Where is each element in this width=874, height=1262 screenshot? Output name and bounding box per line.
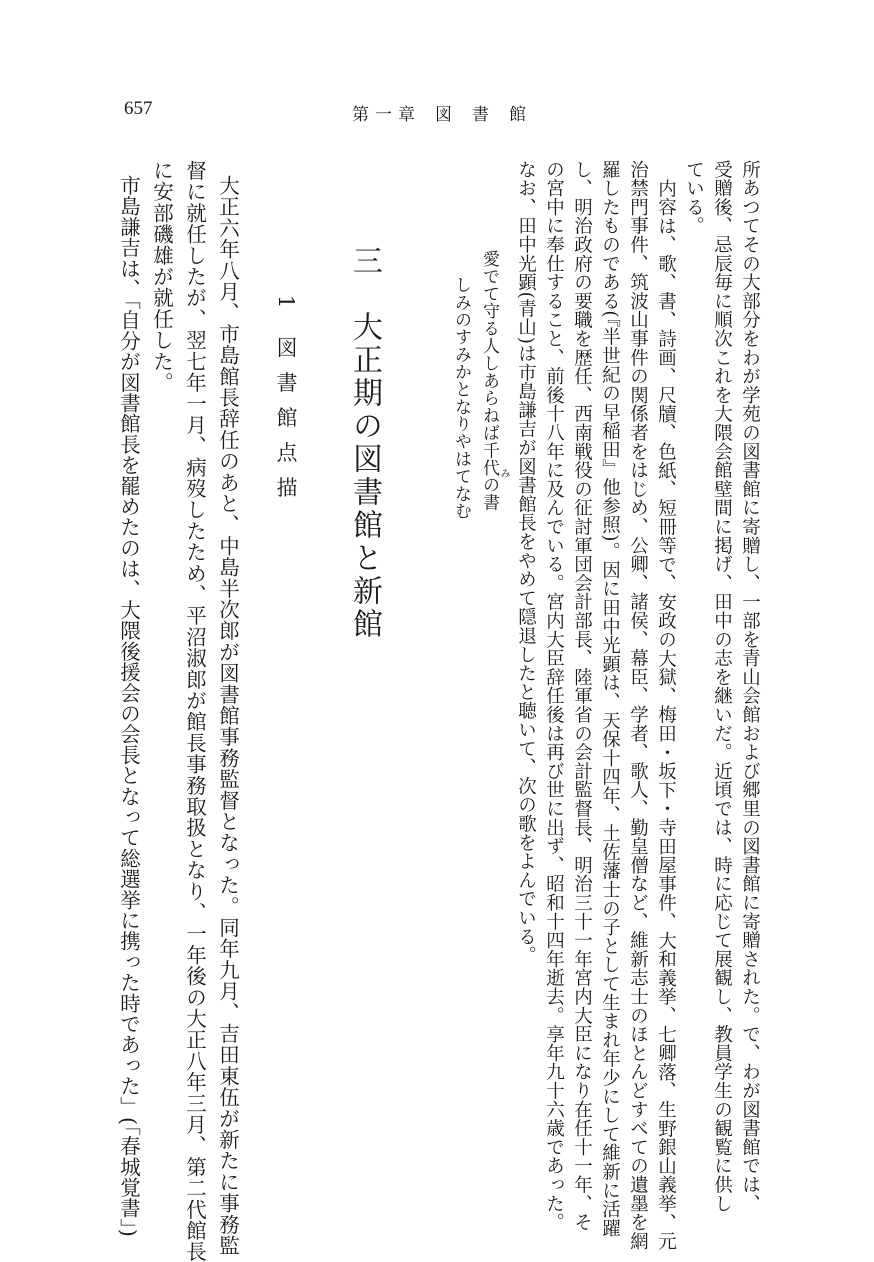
- note-line-6: 羅したものである(『半世紀の早稲田』他参照)。因に田中光顕は、天保十四年、土佐藩士の子として生まれ年少にして維新に活躍: [599, 160, 621, 1238]
- body-line-3: に安部磯雄が就任した。: [149, 160, 174, 394]
- sub-heading-title: 図書館点描: [274, 336, 298, 512]
- sub-heading-number: 1: [274, 295, 298, 309]
- section-heading: 三 大正期の図書館と新館: [347, 245, 382, 641]
- running-head-title-c: 館: [509, 105, 532, 125]
- body-line-1: 大正六年八月、市島館長辞任のあと、中島半次郎が図書館事務監督となった。同年九月、吉田東伍が新たに事務監: [215, 175, 240, 1257]
- body-line-4: 市島謙吉は、「自分が図書館長を罷めたのは、大隈後援会の会長となって総選挙に携った時であった」(「春城覚書」): [116, 175, 141, 1238]
- note-line-4: 内容は、歌、書、詩画、尺牘、色紙、短冊等で、安政の大獄、梅田・坂下・寺田屋事件、大和義挙、七卿落、生野銀山義挙、元: [655, 179, 677, 1251]
- note-line-2: 受贈後、忌辰毎に順次これを大隈会館壁間に掲げ、田中の志を継いだ。近頃では、時に応じて展観し、教員学生の観覧に供し: [711, 160, 733, 1213]
- poem-line-1: 愛でて守る人しあらねば千代の書: [479, 250, 499, 511]
- running-head-title-b: 書: [472, 105, 495, 125]
- running-head: [352, 100, 532, 125]
- note-line-3: ている。: [683, 160, 705, 236]
- running-head-chapter: 第一章: [352, 105, 421, 125]
- note-line-1: 所あつてその大部分をわが学苑の図書館に寄贈し、一部を青山会館および郷里の図書館に寄贈された。で、わが図書館では、: [739, 160, 761, 1213]
- note-line-9: なお、田中光顕(青山)は市島謙吉が図書館長をやめて隠退したと聴いて、次の歌をよんでいる。: [515, 160, 537, 965]
- running-head-title-a: 図: [435, 105, 458, 125]
- poem-line-2: しみのすみかとなりやはてなむ: [451, 276, 471, 520]
- body-line-2: 督に就任したが、翌七年一月、病歿したため、平沼淑郎が館長事務取扱となり、一年後の大正八年三月、第二代館長: [182, 160, 207, 1262]
- furigana: み: [498, 468, 509, 479]
- note-line-7: し、明治政府の要職を歴任、西南戦役の征討軍団会計部長、陸軍省の会計監督長、明治三十一年宮内大臣になり在任十一年、そ: [571, 160, 593, 1232]
- note-line-8: の宮中に奉仕すること、前後十八年に及んでいる。宮内大臣辞任後は再び世に出ず、昭和十四年逝去。享年九十六歳であった。: [543, 160, 565, 1232]
- sub-heading: [275, 295, 296, 511]
- note-line-5: 治禁門事件、筑波山事件の関係者をはじめ、公卿、諸侯、幕臣、学者、歌人、勤皇僧など、維新志士のほとんどすべての遺墨を網: [627, 160, 649, 1251]
- page-number: 657: [124, 98, 153, 119]
